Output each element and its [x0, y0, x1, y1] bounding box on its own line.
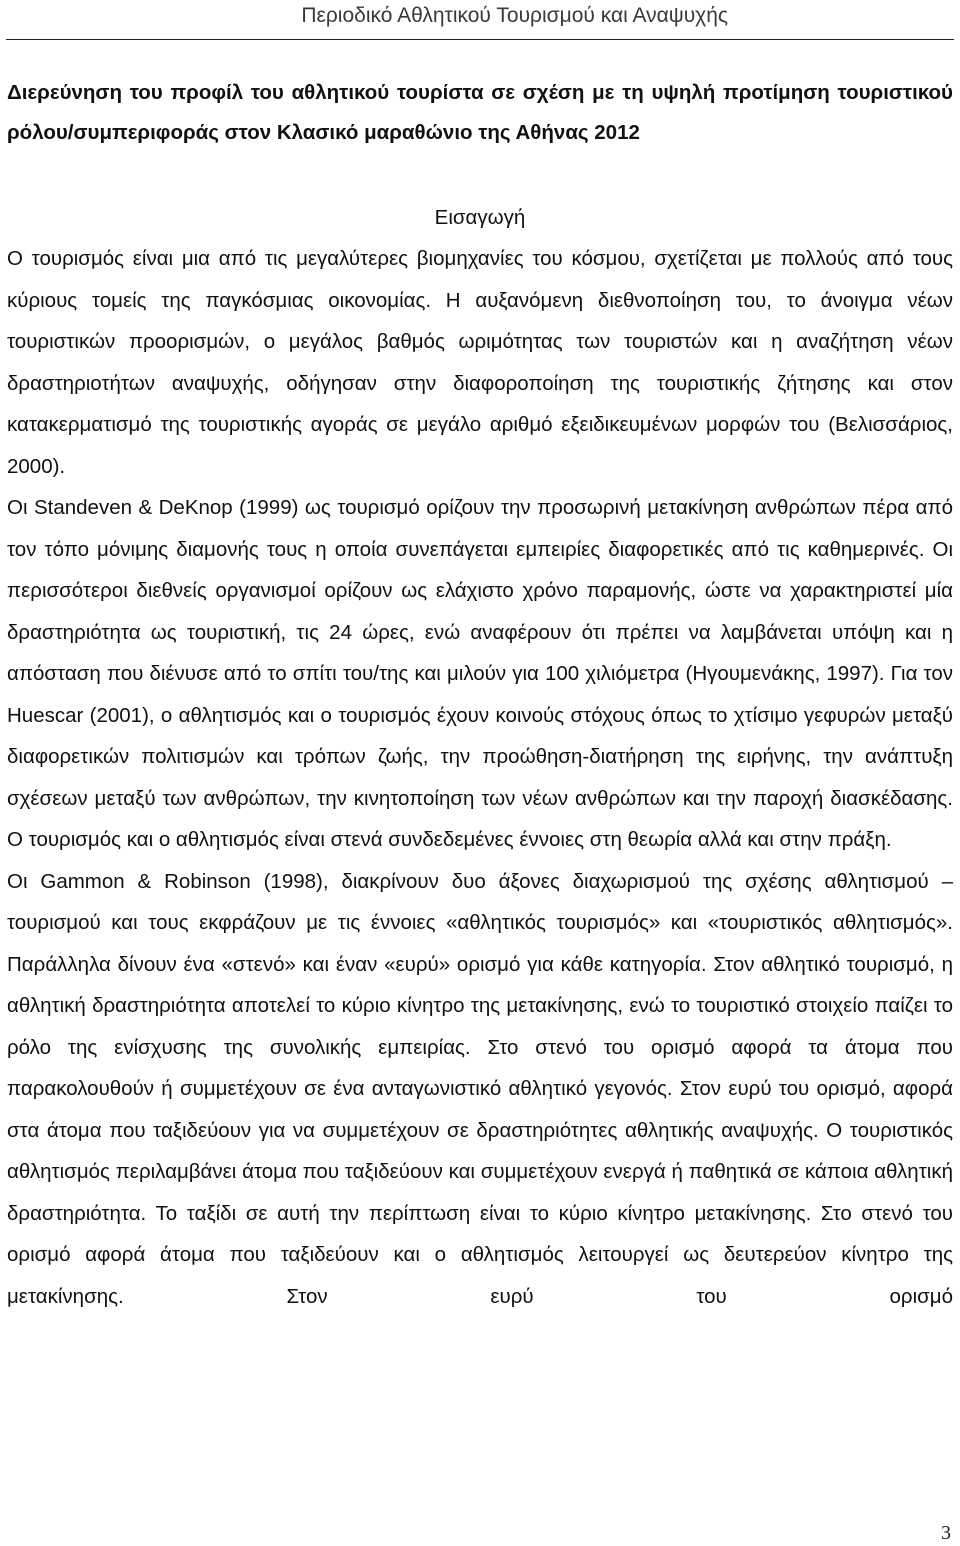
article-title: Διερεύνηση του προφίλ του αθλητικού τουρίστα σε σχέση με τη υψηλή προτίμηση τουριστικού ρόλου/συμπεριφοράς στον Κλασικό μαραθώνιο της Αθήνας 2012 [7, 81, 953, 144]
article-body [7, 238, 953, 1317]
paragraph: Οι Gammon & Robinson (1998), διακρίνουν δυο άξονες διαχωρισμού της σχέσης αθλητισμού – τουρισμού και τους εκφράζουν με τις έννοιες «αθλητικός τουρισμός» και «τουριστικός αθλητισμός». Παράλληλα δίνουν ένα «στενό» και έναν «ευρύ» ορισμό για κάθε κατηγορία. Στον αθλητικό τουρισμό, η αθλητική δραστηριότητα αποτελεί το κύριο κίνητρο της μετακίνησης, ενώ το τουριστικό στοιχείο παίζει το ρόλο της ενίσχυσης της συνολικής εμπειρίας. Στο στενό του ορισμό αφορά τα άτομα που παρακολουθούν ή συμμετέχουν σε ένα ανταγωνιστικό αθλητικό γεγονός. Στον ευρύ του ορισμό, αφορά στα άτομα που ταξιδεύουν για να συμμετέχουν σε δραστηριότητες αθλητικής αναψυχής. Ο τουριστικός αθλητισμός περιλαμβάνει άτομα που ταξιδεύουν και συμμετέχουν ενεργά ή παθητικά σε κάποια αθλητική δραστηριότητα. Το ταξίδι σε αυτή την περίπτωση είναι το κύριο κίνητρο μετακίνησης. Στο στενό του ορισμό αφορά άτομα που ταξιδεύουν και ο αθλητισμός λειτουργεί ως δευτερεύον κίνητρο της μετακίνησης. Στον ευρύ του ορισμό [7, 869, 953, 1308]
paragraph: Ο τουρισμός είναι μια από τις μεγαλύτερες βιομηχανίες του κόσμου, σχετίζεται με πολλούς από τους κύριους τομείς της παγκόσμιας οικονομίας. Η αυξανόμενη διεθνοποίηση του, το άνοιγμα νέων τουριστικών προορισμών, ο μεγάλος βαθμός ωριμότητας των τουριστών και η αναζήτηση νέων δραστηριοτήτων αναψυχής, οδήγησαν στην διαφοροποίηση της τουριστικής ζήτησης και στον κατακερματισμό της τουριστικής αγοράς σε μεγάλο αριθμό εξειδικευμένων μορφών του (Βελισσάριος, 2000). [7, 247, 953, 478]
paragraph: Οι Standeven & DeKnop (1999) ως τουρισμό ορίζουν την προσωρινή μετακίνηση ανθρώπων πέρα από τον τόπο μόνιμης διαμονής τους η οποία συνεπάγεται εμπειρίες διαφορετικές από τις καθημερινές. Οι περισσότεροι διεθνείς οργανισμοί ορίζουν ως ελάχιστο χρόνο παραμονής, ώστε να χαρακτηριστεί μία δραστηριότητα ως τουριστική, τις 24 ώρες, ενώ αναφέρουν ότι πρέπει να λαμβάνεται υπόψη και η απόσταση που διένυσε από το σπίτι του/της και μιλούν για 100 χιλιόμετρα (Ηγουμενάκης, 1997). Για τον Huescar (2001), ο αθλητισμός και ο τουρισμός έχουν κοινούς στόχους όπως το χτίσιμο γεφυρών μεταξύ διαφορετικών πολιτισμών και τρόπων ζωής, την προώθηση-διατήρηση της ειρήνης, την ανάπτυξη σχέσεων μεταξύ των ανθρώπων, την κινητοποίηση των νέων ανθρώπων και την παροχή διασκέδασης. Ο τουρισμός και ο αθλητισμός είναι στενά συνδεδεμένες έννοιες στη θεωρία αλλά και στην πράξη. [7, 496, 953, 851]
section-heading: Εισαγωγή [434, 206, 526, 229]
running-header-title: Περιοδικό Αθλητικού Τουρισμού και Αναψυχής [301, 4, 728, 27]
header-divider [6, 39, 954, 40]
page-number: 3 [941, 1522, 951, 1544]
